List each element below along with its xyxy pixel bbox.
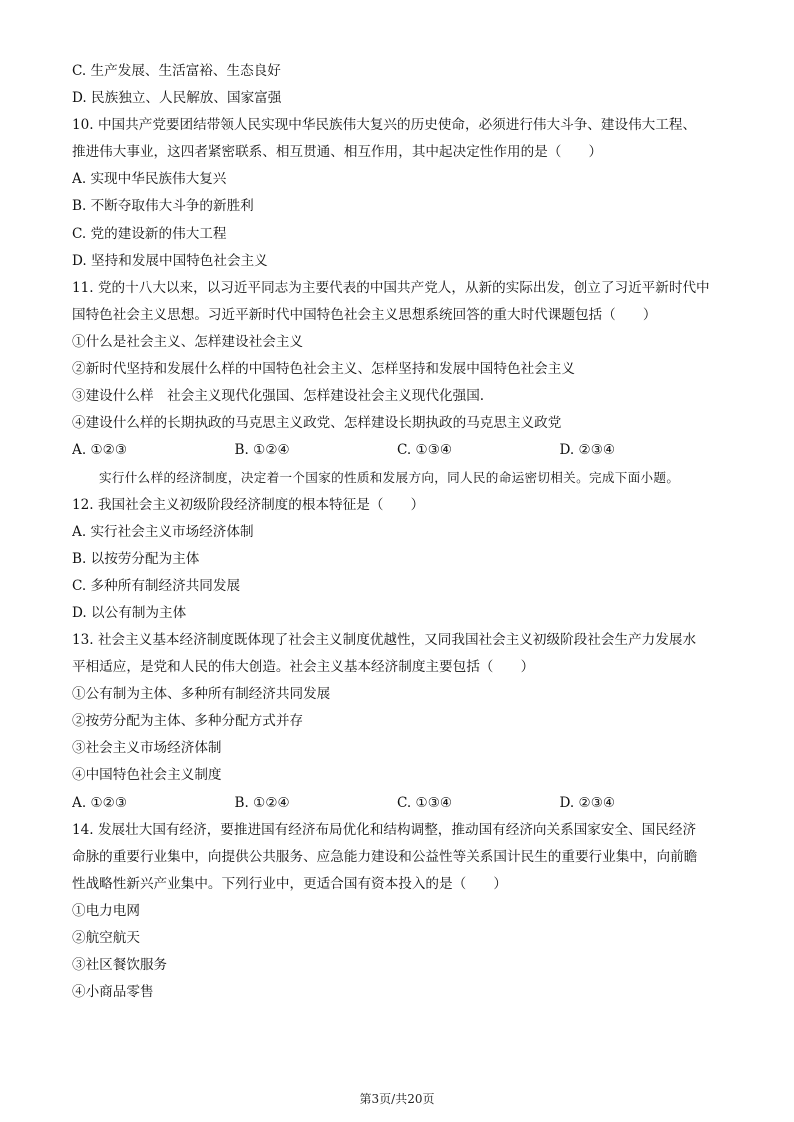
text-line: ③建设什么样 社会主义现代化强国、怎样建设社会主义现代化强国. — [72, 388, 485, 405]
text-line: 平相适应，是党和人民的伟大创造。社会主义基本经济制度主要包括（ ） — [72, 659, 535, 676]
page-footer: 第3页/共20页 — [359, 1092, 435, 1106]
text-line: A. 实现中华民族伟大复兴 — [72, 171, 227, 188]
text-line: ④建设什么样的长期执政的马克思主义政党、怎样建设长期执政的马克思主义政党 — [72, 415, 562, 432]
text-line: 12. 我国社会主义初级阶段经济制度的根本特征是（ ） — [72, 496, 425, 513]
material-intro: 实行什么样的经济制度，决定着一个国家的性质和发展方向，同人民的命运密切相关。完成下面小题。 — [99, 470, 680, 486]
text-line: ①什么是社会主义、怎样建设社会主义 — [72, 333, 304, 350]
text-line: B. 以按劳分配为主体 — [72, 550, 200, 567]
text-line: 国特色社会主义思想。习近平新时代中国特色社会主义思想系统回答的重大时代课题包括（ ） — [72, 306, 657, 323]
text-line: ④中国特色社会主义制度 — [72, 767, 222, 784]
text-line: A. 实行社会主义市场经济体制 — [72, 523, 254, 540]
text-line: ③社会主义市场经济体制 — [72, 740, 222, 757]
answer-option-d: D. ②③④ — [559, 794, 616, 811]
text-line: D. 坚持和发展中国特色社会主义 — [72, 252, 268, 269]
answer-option-c: C. ①③④ — [397, 794, 453, 811]
text-line: C. 生产发展、生活富裕、生态良好 — [72, 63, 281, 79]
text-line: 性战略性新兴产业集中。下列行业中，更适合国有资本投入的是（ ） — [72, 875, 507, 892]
text-line: ②新时代坚持和发展什么样的中国特色社会主义、怎样坚持和发展中国特色社会主义 — [72, 361, 575, 378]
text-line: 14. 发展壮大国有经济，要推进国有经济布局优化和结构调整，推动国有经济向关系国家安全、国民经济 — [72, 821, 697, 838]
answer-options-row — [72, 437, 722, 464]
text-line: ④小商品零售 — [72, 984, 154, 1001]
answer-options-row — [72, 790, 722, 817]
text-line: D. 以公有制为主体 — [72, 604, 187, 621]
text-line: ①公有制为主体、多种所有制经济共同发展 — [72, 686, 331, 703]
text-line: C. 多种所有制经济共同发展 — [72, 577, 241, 594]
page-content — [72, 58, 722, 1006]
text-line: 10. 中国共产党要团结带领人民实现中华民族伟大复兴的历史使命，必须进行伟大斗争、建设伟大工程、 — [72, 117, 697, 134]
text-line: ②按劳分配为主体、多种分配方式并存 — [72, 713, 304, 730]
text-line: ①电力电网 — [72, 902, 140, 919]
answer-option-d: D. ②③④ — [559, 442, 616, 459]
answer-option-b: B. ①②④ — [234, 794, 290, 811]
text-line: B. 不断夺取伟大斗争的新胜利 — [72, 198, 254, 215]
text-line: C. 党的建设新的伟大工程 — [72, 225, 227, 242]
text-line: 命脉的重要行业集中，向提供公共服务、应急能力建设和公益性等关系国计民生的重要行业集中，向前瞻 — [72, 848, 698, 865]
answer-option-b: B. ①②④ — [234, 442, 290, 459]
text-line: 13. 社会主义基本经济制度既体现了社会主义制度优越性，又同我国社会主义初级阶段社会生产力发展水 — [72, 631, 697, 648]
text-line: ③社区餐饮服务 — [72, 957, 168, 974]
answer-option-c: C. ①③④ — [397, 442, 453, 459]
text-line: D. 民族独立、人民解放、国家富强 — [72, 90, 282, 107]
answer-option-a: A. ①②③ — [72, 794, 128, 811]
text-line: ②航空航天 — [72, 930, 140, 946]
answer-option-a: A. ①②③ — [72, 442, 128, 459]
text-line: 11. 党的十八大以来，以习近平同志为主要代表的中国共产党人，从新的实际出发，创立了习近平新时代中 — [72, 279, 710, 296]
text-line: 推进伟大事业，这四者紧密联系、相互贯通、相互作用，其中起决定性作用的是（ ） — [72, 144, 603, 161]
